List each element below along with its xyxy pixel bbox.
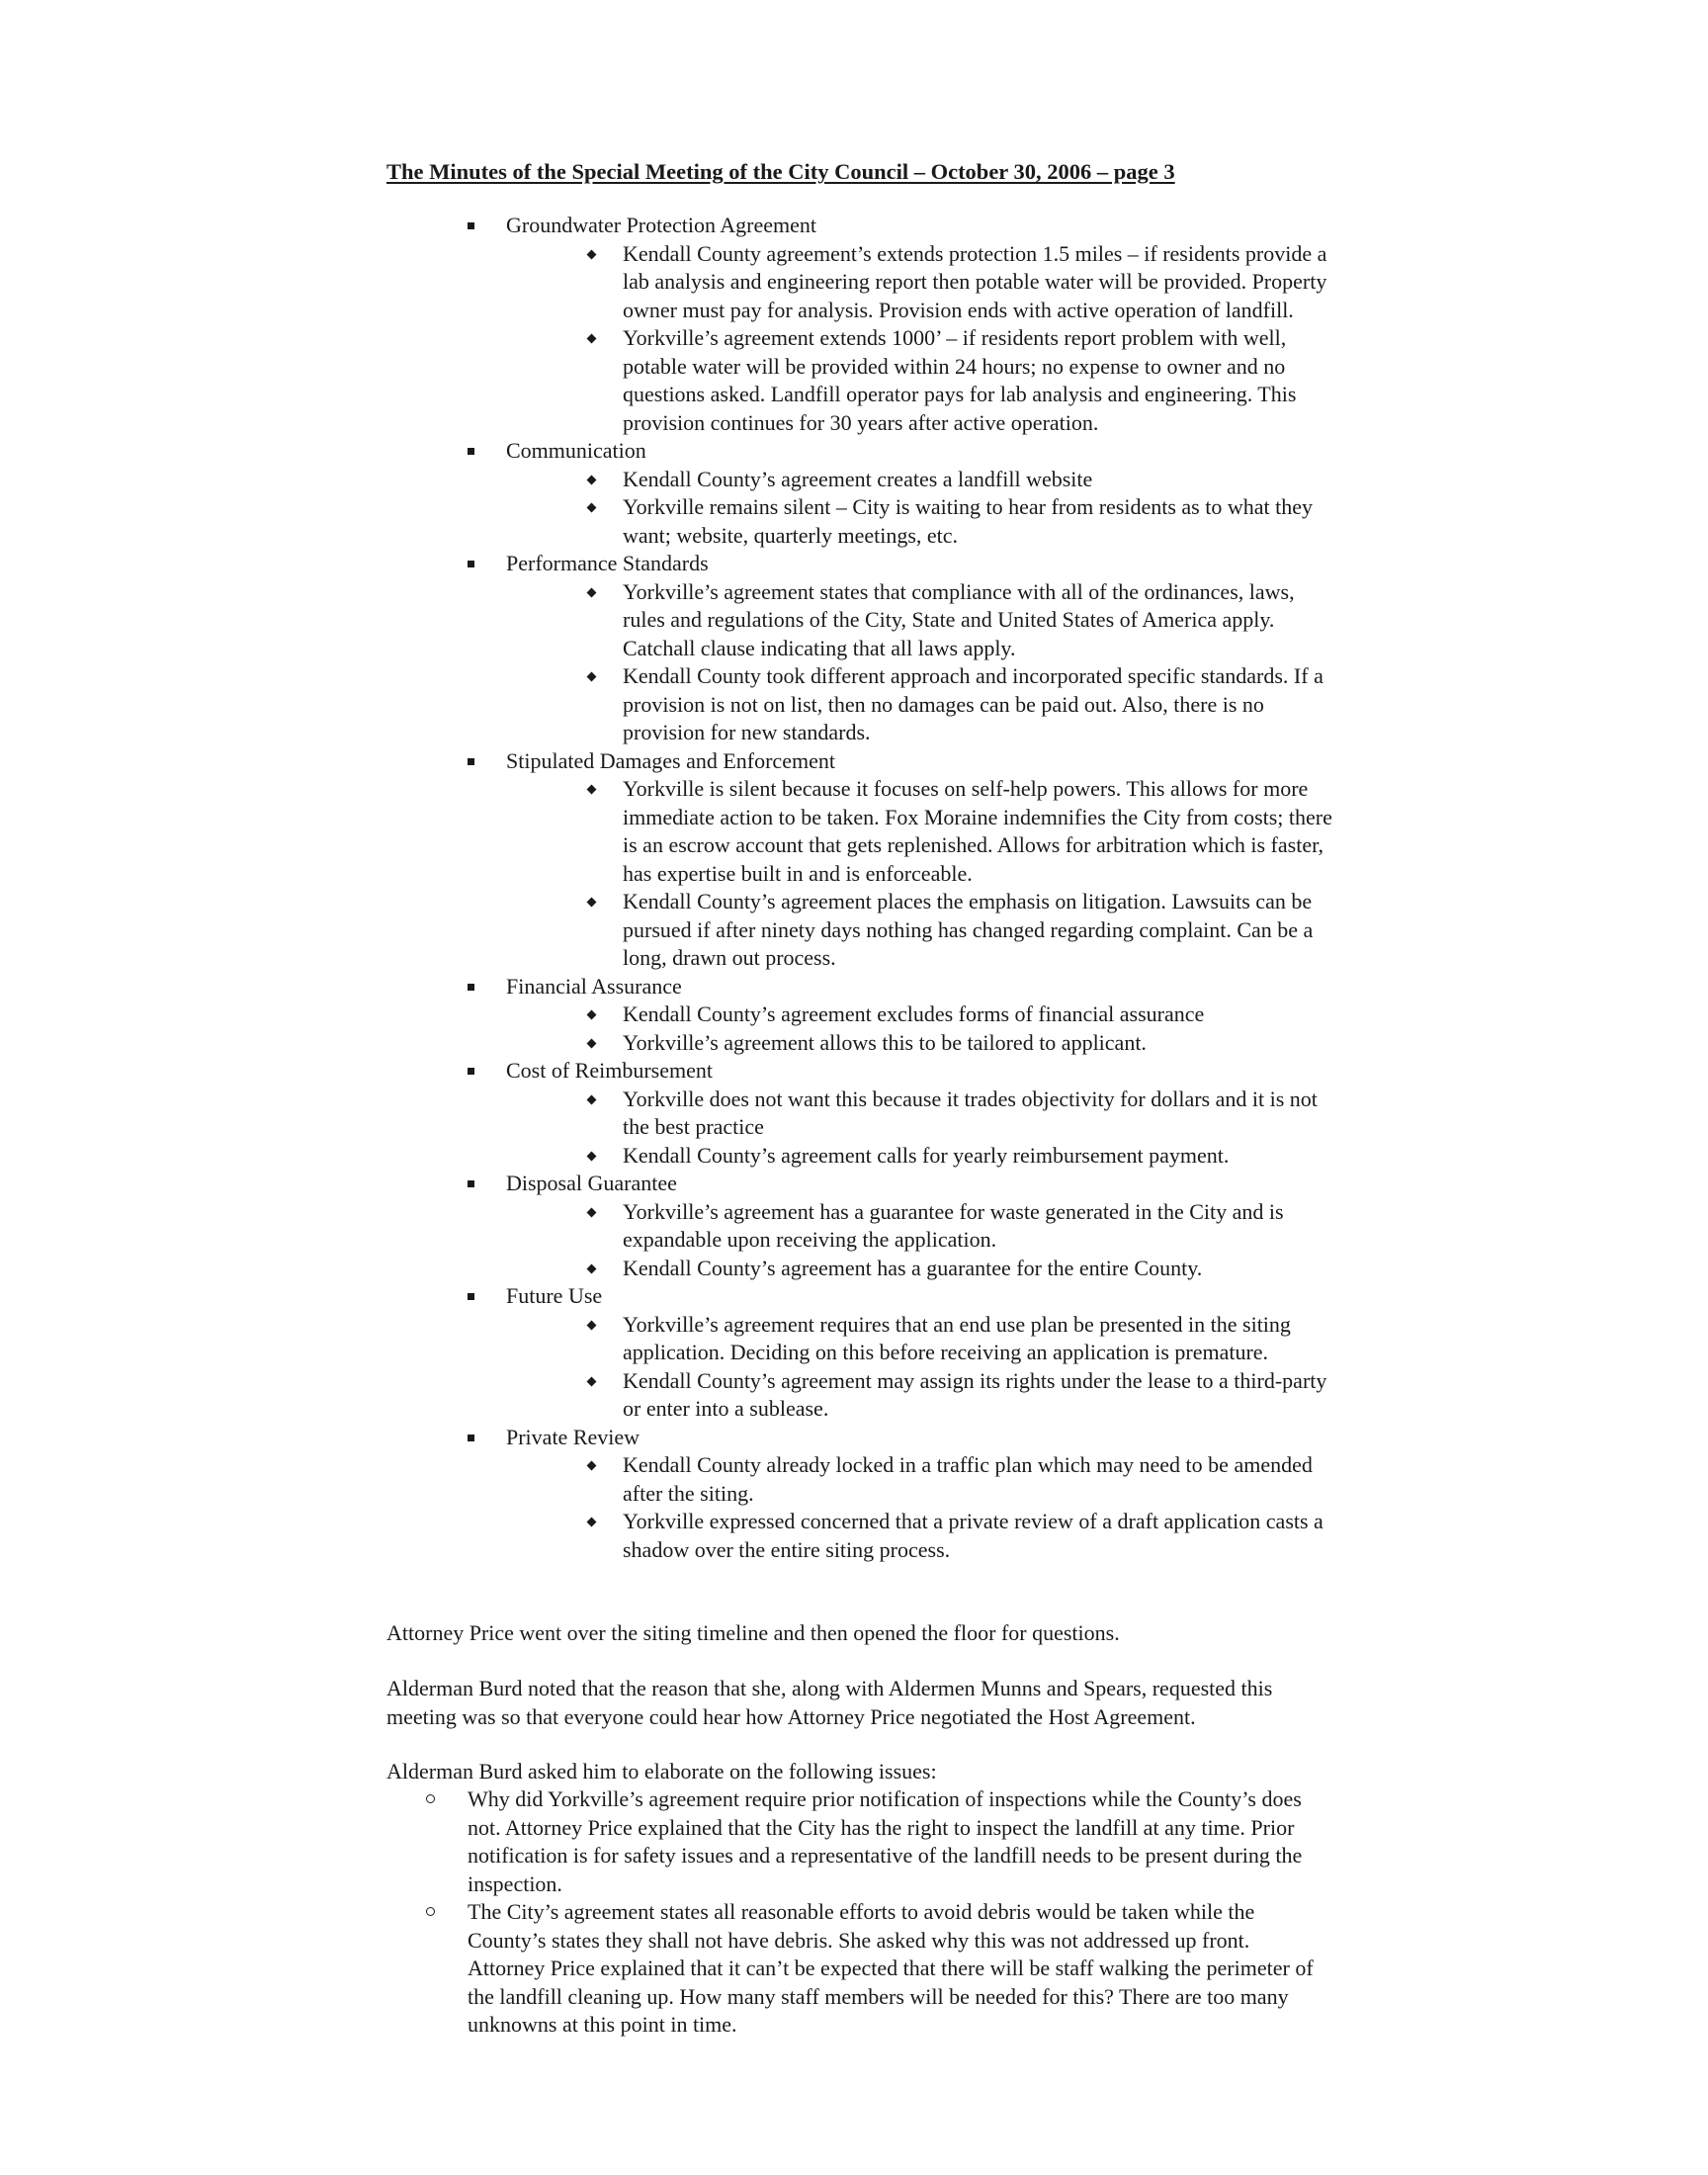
circle-bullet-icon <box>426 1794 435 1803</box>
square-bullet-icon <box>468 1180 474 1187</box>
diamond-bullet-icon <box>587 1010 597 1020</box>
point-text: Yorkville remains silent – City is waiting to hear from residents as to what they want; website, quarterly meetings, etc. <box>623 494 1313 548</box>
diamond-bullet-icon <box>587 1376 597 1386</box>
diamond-bullet-icon <box>587 587 597 597</box>
diamond-bullet-icon <box>587 503 597 513</box>
paragraph-issues-intro: Alderman Burd asked him to elaborate on the following issues: <box>386 1759 937 1784</box>
topic-label: Private Review <box>506 1424 640 1449</box>
point-item <box>585 888 1335 973</box>
point-text: Kendall County’s agreement calls for yearly reimbursement payment. <box>623 1142 1230 1168</box>
topic-item <box>466 747 1335 973</box>
agreement-topics-list <box>466 212 1335 1564</box>
square-bullet-icon <box>468 758 474 765</box>
diamond-bullet-icon <box>587 475 597 484</box>
square-bullet-icon <box>468 448 474 455</box>
diamond-bullet-icon <box>587 1094 597 1104</box>
page-title: The Minutes of the Special Meeting of the City Council – October 30, 2006 – page 3 <box>386 159 1175 184</box>
point-item <box>585 1029 1335 1058</box>
topic-item <box>466 973 1335 1058</box>
topic-points <box>506 1086 1335 1171</box>
topic-points <box>506 1451 1335 1564</box>
point-item <box>585 1311 1335 1367</box>
topic-item <box>466 1170 1335 1282</box>
topic-label: Future Use <box>506 1283 603 1308</box>
diamond-bullet-icon <box>587 672 597 682</box>
diamond-bullet-icon <box>587 1207 597 1217</box>
diamond-bullet-icon <box>587 1320 597 1330</box>
point-item <box>585 1451 1335 1508</box>
point-item <box>585 1198 1335 1255</box>
point-text: Yorkville’s agreement requires that an end use plan be presented in the siting application. Deciding on this before receiving an application is premature. <box>623 1311 1291 1364</box>
point-text: Yorkville’s agreement has a guarantee for waste generated in the City and is expandable upon receiving the application. <box>623 1198 1284 1252</box>
diamond-bullet-icon <box>587 898 597 908</box>
issue-text: The City’s agreement states all reasonable efforts to avoid debris would be taken while the County’s states they shall not have debris. She asked why this was not addressed up front. Attorney Price explained that it can’t be expected that there will be staff walking the perimeter of the landfill cleaning up. How many staff members will be needed for this? There are too many unknowns at this point in time. <box>468 1899 1314 2037</box>
paragraph-siting-timeline: Attorney Price went over the siting timeline and then opened the floor for questions. <box>386 1620 1120 1645</box>
topic-item <box>466 550 1335 747</box>
point-item <box>585 493 1335 550</box>
point-item <box>585 578 1335 663</box>
point-text: Yorkville’s agreement allows this to be tailored to applicant. <box>623 1029 1147 1055</box>
topic-label: Financial Assurance <box>506 973 682 999</box>
topic-item <box>466 1282 1335 1424</box>
point-text: Kendall County agreement’s extends protection 1.5 miles – if residents provide a lab analysis and engineering report then potable water will be provided. Property owner must pay for analysis. Provision ends with active operation of landfill. <box>623 240 1327 322</box>
topic-item <box>466 212 1335 437</box>
issue-text: Why did Yorkville’s agreement require prior notification of inspections while the County’s does not. Attorney Price explained that the City has the right to inspect the landfill at any time. Prior notification is for safety issues and a representative of the landfill needs to be present during the inspection. <box>468 1786 1303 1896</box>
square-bullet-icon <box>468 1068 474 1075</box>
diamond-bullet-icon <box>587 1518 597 1527</box>
topic-item <box>466 1424 1335 1565</box>
point-item <box>585 1367 1335 1424</box>
topic-points <box>506 578 1335 747</box>
point-text: Kendall County’s agreement may assign its rights under the lease to a third-party or enter into a sublease. <box>623 1367 1327 1421</box>
topic-points <box>506 466 1335 551</box>
diamond-bullet-icon <box>587 1263 597 1273</box>
diamond-bullet-icon <box>587 1461 597 1471</box>
topic-label: Stipulated Damages and Enforcement <box>506 747 835 773</box>
point-text: Yorkville expressed concerned that a private review of a draft application casts a shadow over the entire siting process. <box>623 1509 1324 1562</box>
diamond-bullet-icon <box>587 334 597 344</box>
square-bullet-icon <box>468 561 474 567</box>
point-text: Yorkville does not want this because it trades objectivity for dollars and it is not the best practice <box>623 1086 1318 1139</box>
point-text: Yorkville’s agreement states that compliance with all of the ordinances, laws, rules and regulations of the City, State and United States of America apply. Catchall clause indicating that all laws apply. <box>623 578 1295 660</box>
issue-item <box>425 1898 1315 2040</box>
point-item <box>585 1086 1335 1142</box>
diamond-bullet-icon <box>587 249 597 259</box>
point-text: Kendall County already locked in a traffic plan which may need to be amended after the siting. <box>623 1452 1313 1506</box>
point-item <box>585 775 1335 888</box>
point-text: Kendall County’s agreement has a guarantee for the entire County. <box>623 1255 1203 1280</box>
topic-points <box>506 1198 1335 1283</box>
point-item <box>585 662 1335 747</box>
topic-item <box>466 437 1335 550</box>
topic-label: Disposal Guarantee <box>506 1171 677 1195</box>
point-item <box>585 1000 1335 1029</box>
topic-label: Cost of Reimbursement <box>506 1058 713 1083</box>
point-text: Kendall County’s agreement creates a landfill website <box>623 466 1093 491</box>
point-text: Kendall County’s agreement excludes forms of financial assurance <box>623 1001 1205 1026</box>
point-text: Yorkville is silent because it focuses on self-help powers. This allows for more immediate action to be taken. Fox Moraine indemnifies the City from costs; there is an escrow account that gets replenished. Allows for arbitration which is faster, has expertise built in and is enforceable. <box>623 776 1332 886</box>
point-item <box>585 1142 1335 1171</box>
point-item <box>585 1255 1335 1283</box>
diamond-bullet-icon <box>587 1151 597 1161</box>
topic-label: Communication <box>506 438 646 463</box>
point-text: Kendall County took different approach and incorporated specific standards. If a provision is not on list, then no damages can be paid out. Also, there is no provision for new standards. <box>623 663 1324 744</box>
point-item <box>585 1508 1335 1564</box>
topic-points <box>506 1311 1335 1424</box>
point-item <box>585 466 1335 494</box>
topic-points <box>506 240 1335 438</box>
topic-label: Performance Standards <box>506 551 709 575</box>
diamond-bullet-icon <box>587 785 597 795</box>
diamond-bullet-icon <box>587 1038 597 1048</box>
square-bullet-icon <box>468 984 474 991</box>
point-text: Yorkville’s agreement extends 1000’ – if residents report problem with well, potable water will be provided within 24 hours; no expense to owner and no questions asked. Landfill operator pays for lab analysis and engineering. This provision continues for 30 years after active operation. <box>623 325 1297 435</box>
paragraph-meeting-request: Alderman Burd noted that the reason that she, along with Aldermen Munns and Spears, requested this meeting was so that everyone could hear how Attorney Price negotiated the Host Agreement. <box>386 1676 1273 1729</box>
point-item <box>585 324 1335 437</box>
point-item <box>585 240 1335 325</box>
square-bullet-icon <box>468 1293 474 1300</box>
square-bullet-icon <box>468 1435 474 1441</box>
topic-points <box>506 775 1335 973</box>
topic-item <box>466 1057 1335 1170</box>
topic-label: Groundwater Protection Agreement <box>506 213 817 237</box>
circle-bullet-icon <box>426 1907 435 1916</box>
issue-item <box>425 1785 1315 1898</box>
issues-list <box>425 1785 1315 2040</box>
square-bullet-icon <box>468 222 474 229</box>
topic-points <box>506 1000 1335 1057</box>
point-text: Kendall County’s agreement places the emphasis on litigation. Lawsuits can be pursued if after ninety days nothing has changed regarding complaint. Can be a long, drawn out process. <box>623 889 1314 970</box>
